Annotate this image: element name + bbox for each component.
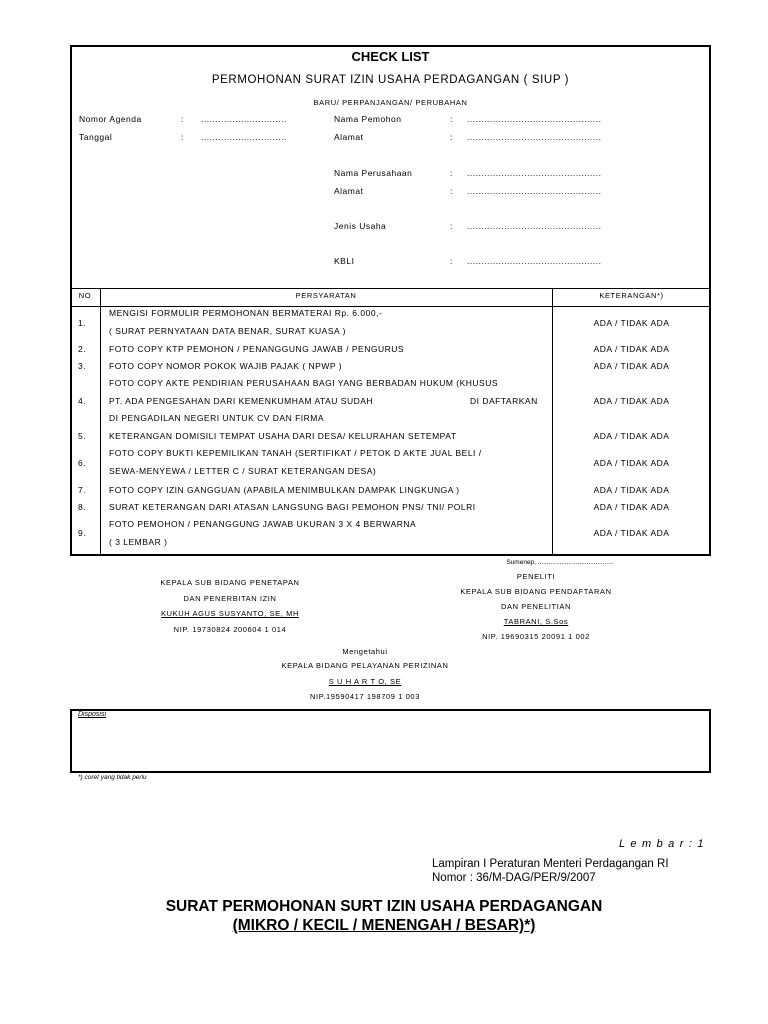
dots-tanggal: .............................. xyxy=(201,132,287,142)
row-no: 8. xyxy=(78,502,87,512)
label-jenis-usaha: Jenis Usaha xyxy=(334,221,387,231)
row-status: ADA / TIDAK ADA xyxy=(593,528,670,538)
disposisi-box xyxy=(70,709,711,773)
right-signer-name: TABRANI, S.Sos xyxy=(503,617,569,626)
label-tanggal: Tanggal xyxy=(79,132,113,142)
row-no: 1. xyxy=(78,318,87,328)
row-status: ADA / TIDAK ADA xyxy=(593,458,670,468)
row-requirement-cont: ( SURAT PERNYATAAN DATA BENAR, SURAT KUASA ) xyxy=(109,326,346,336)
row-requirement-cont: ( 3 LEMBAR ) xyxy=(109,537,168,547)
row-no: 7. xyxy=(78,485,87,495)
dots-alamat: ............................................... xyxy=(467,132,602,142)
dots-alamat-perusahaan: ............................................... xyxy=(467,186,602,196)
nomor-text: Nomor : 36/M-DAG/PER/9/2007 xyxy=(432,872,596,884)
dots-nomor-agenda: .............................. xyxy=(201,114,287,124)
row-status: ADA / TIDAK ADA xyxy=(593,361,670,371)
label-alamat-perusahaan: Alamat xyxy=(334,186,364,196)
left-signer-nip: NIP. 19730824 200604 1 014 xyxy=(173,625,287,634)
colon: : xyxy=(450,221,453,231)
checklist-title: CHECK LIST xyxy=(351,49,430,64)
right-signer-title: DAN PENELITIAN xyxy=(500,602,572,611)
colon: : xyxy=(181,132,184,142)
row-no: 6. xyxy=(78,458,87,468)
colon: : xyxy=(450,186,453,196)
table-col-divider-1 xyxy=(100,288,101,556)
row-requirement: FOTO COPY KTP PEMOHON / PENANGGUNG JAWAB / PENGURUS xyxy=(109,344,405,354)
row-requirement: SURAT KETERANGAN DARI ATASAN LANGSUNG BAGI PEMOHON PNS/ TNI/ POLRI xyxy=(109,502,476,512)
lembar-label: L e m b a r : 1 xyxy=(619,838,705,850)
center-signer-label: Mengetahui xyxy=(342,647,388,656)
center-signer-title: KEPALA BIDANG PELAYANAN PERIZINAN xyxy=(281,661,449,670)
table-header-persyaratan: PERSYARATAN xyxy=(295,291,357,300)
right-signer-nip: NIP. 19690315 20091 1 002 xyxy=(482,632,590,641)
document-title: SURAT PERMOHONAN SURT IZIN USAHA PERDAGANGAN xyxy=(165,898,603,915)
dots-nama-perusahaan: ............................................... xyxy=(467,168,602,178)
center-signer-name: S U H A R T O, SE xyxy=(328,677,402,686)
row-requirement: FOTO COPY NOMOR POKOK WAJIB PAJAK ( NPWP ) xyxy=(109,361,343,371)
colon: : xyxy=(450,132,453,142)
row-no: 3. xyxy=(78,361,87,371)
row-requirement: FOTO PEMOHON / PENANGGUNG JAWAB UKURAN 3 X 4 BERWARNA xyxy=(109,519,417,529)
row-requirement: FOTO COPY IZIN GANGGUAN (APABILA MENIMBULKAN DAMPAK LINGKUNGA ) xyxy=(109,485,460,495)
colon: : xyxy=(450,168,453,178)
label-kbli: KBLI xyxy=(334,256,355,266)
footnote: *) coret yang tidak perlu xyxy=(78,774,147,781)
label-alamat: Alamat xyxy=(334,132,364,142)
table-header-no: NO xyxy=(78,291,92,300)
label-nomor-agenda: Nomor Agenda xyxy=(79,114,142,124)
row-requirement: MENGISI FORMULIR PERMOHONAN BERMATERAI Rp. 6.000,- xyxy=(109,308,383,318)
label-nama-pemohon: Nama Pemohon xyxy=(334,114,402,124)
row-status: ADA / TIDAK ADA xyxy=(593,485,670,495)
disposisi-label: Disposisi xyxy=(78,711,107,718)
table-col-divider-2 xyxy=(552,288,553,556)
table-header-rule xyxy=(70,306,711,307)
colon: : xyxy=(450,256,453,266)
dots-jenis-usaha: ............................................... xyxy=(467,221,602,231)
left-signer-title: KEPALA SUB BIDANG PENETAPAN xyxy=(160,578,300,587)
label-nama-perusahaan: Nama Perusahaan xyxy=(334,168,413,178)
checklist-subtitle: PERMOHONAN SURAT IZIN USAHA PERDAGANGAN ( SIUP ) xyxy=(211,74,570,86)
row-requirement-cont: SEWA-MENYEWA / LETTER C / SURAT KETERANGAN DESA) xyxy=(109,466,377,476)
table-header-keterangan: KETERANGAN*) xyxy=(599,291,664,300)
row-requirement: FOTO COPY AKTE PENDIRIAN PERUSAHAAN BAGI YANG BERBADAN HUKUM (KHUSUS xyxy=(109,378,499,388)
left-signer-name: KUKUH AGUS SUSYANTO, SE, MH xyxy=(160,609,300,618)
document-subtitle: (MIKRO / KECIL / MENENGAH / BESAR)*) xyxy=(232,917,536,934)
center-signer-nip: NIP.19590417 198709 1 003 xyxy=(310,692,420,701)
left-signer-title: DAN PENERBITAN IZIN xyxy=(183,594,277,603)
row-status: ADA / TIDAK ADA xyxy=(593,318,670,328)
right-signer-title: KEPALA SUB BIDANG PENDAFTARAN xyxy=(460,587,612,596)
row-status: ADA / TIDAK ADA xyxy=(593,502,670,512)
row-requirement-cont: DI DAFTARKAN xyxy=(470,396,538,406)
right-signer-role: PENELITI xyxy=(516,572,556,581)
table-top-rule xyxy=(70,288,711,289)
place-date: Sumenep, .......................................... xyxy=(506,559,614,566)
row-no: 9. xyxy=(78,528,87,538)
row-no: 4. xyxy=(78,396,87,406)
row-no: 2. xyxy=(78,344,87,354)
application-type: BARU/ PERPANJANGAN/ PERUBAHAN xyxy=(313,98,468,107)
row-status: ADA / TIDAK ADA xyxy=(593,431,670,441)
colon: : xyxy=(181,114,184,124)
row-requirement: FOTO COPY BUKTI KEPEMILIKAN TANAH (SERTIFIKAT / PETOK D AKTE JUAL BELI / xyxy=(109,448,482,458)
row-no: 5. xyxy=(78,431,87,441)
row-requirement-cont: PT. ADA PENGESAHAN DARI KEMENKUMHAM ATAU SUDAH xyxy=(109,396,374,406)
row-requirement-cont: DI PENGADILAN NEGERI UNTUK CV DAN FIRMA xyxy=(109,413,325,423)
dots-nama-pemohon: ............................................... xyxy=(467,114,602,124)
row-requirement: KETERANGAN DOMISILI TEMPAT USAHA DARI DESA/ KELURAHAN SETEMPAT xyxy=(109,431,457,441)
row-status: ADA / TIDAK ADA xyxy=(593,396,670,406)
colon: : xyxy=(450,114,453,124)
dots-kbli: ............................................... xyxy=(467,256,602,266)
row-status: ADA / TIDAK ADA xyxy=(593,344,670,354)
lampiran-text: Lampiran I Peraturan Menteri Perdagangan RI xyxy=(432,858,669,870)
